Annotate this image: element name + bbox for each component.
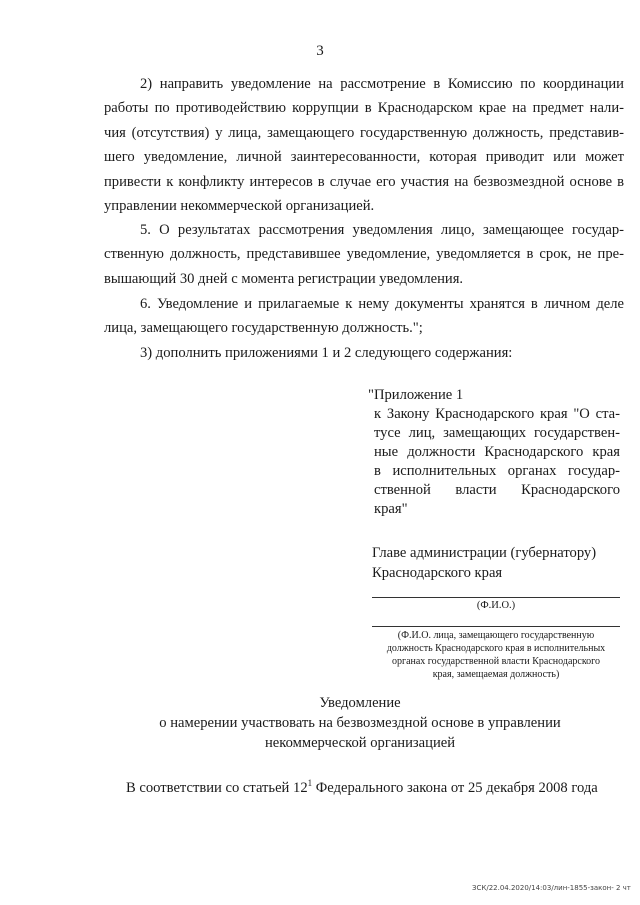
- text-line: 6. Уведомление и прилагаемые к нему документы хранятся в личном деле: [140, 296, 624, 312]
- text-line: 2) направить уведомление на рассмотрение в Комиссию по координации: [140, 76, 624, 92]
- addressee-block: [372, 543, 624, 583]
- paragraph-notice-text: [126, 771, 620, 800]
- text-fragment: Федерального закона от 25 декабря 2008 года: [312, 779, 598, 796]
- appendix-reference: [368, 405, 620, 519]
- heading-line: Уведомление: [319, 695, 401, 711]
- heading-line: о намерении участвовать на безвозмездной основе в управлении: [159, 715, 561, 731]
- text-line: управлении некоммерческой организацией.: [104, 198, 375, 215]
- notice-heading: [100, 693, 620, 753]
- text-line: [126, 771, 620, 800]
- text-line: лица, замещающего государственную должность.";: [104, 320, 423, 337]
- text-line: края": [374, 501, 408, 517]
- text-line: ные должности Краснодарского края: [374, 444, 620, 460]
- caption-line: края, замещаемая должность): [432, 669, 560, 680]
- text-line: привести к конфликту интересов в случае его участия на безвозмездной основе в: [104, 173, 624, 190]
- document-footer-code: ЗСК/22.04.2020/14:03/лин-1855-закон- 2 чт: [472, 884, 631, 892]
- signature-line: [372, 626, 620, 627]
- caption-line: органах государственной власти Краснодарского: [391, 656, 601, 667]
- text-line: работы по противодействию коррупции в Краснодарском крае на предмет нали-: [104, 100, 624, 117]
- appendix-title: "Приложение 1: [368, 387, 464, 403]
- text-line: тусе лиц, замещающих государствен-: [374, 425, 620, 441]
- fio-caption: (Ф.И.О.): [476, 600, 516, 611]
- paragraph-item-3: [104, 341, 624, 365]
- caption-line: (Ф.И.О. лица, замещающего государственную: [397, 630, 595, 641]
- text-line: 5. О результатах рассмотрения уведомления лицо, замещающее государ-: [140, 222, 624, 238]
- text-line: шего уведомление, личной заинтересованности, которая приводит или может: [104, 149, 624, 166]
- text-line: чия (отсутствия) у лица, замещающего государственную должность, представив-: [104, 124, 624, 141]
- text-line: 3) дополнить приложениями 1 и 2 следующего содержания:: [140, 345, 513, 361]
- heading-line: некоммерческой организацией: [264, 735, 456, 751]
- text-line: в исполнительных органах государ-: [374, 463, 620, 479]
- text-fragment: В соответствии со статьей 12: [126, 779, 308, 796]
- text-line: к Закону Краснодарского края "О ста-: [374, 406, 620, 422]
- page-number: 3: [316, 43, 324, 59]
- addressee-line: Главе администрации (губернатору): [372, 545, 597, 561]
- signature-line: [372, 597, 620, 598]
- superscript: 1: [307, 778, 313, 788]
- paragraph-point-5: [104, 218, 624, 291]
- text-line: ственной власти Краснодарского: [374, 482, 620, 498]
- paragraph-item-2: [104, 72, 624, 218]
- appendix-header: [368, 386, 620, 519]
- paragraph-point-6: [104, 292, 624, 341]
- text-line: ственную должность, представившее уведомление, уведомляется в срок, не пре-: [104, 246, 624, 263]
- text-line: вышающий 30 дней с момента регистрации уведомления.: [104, 270, 464, 287]
- caption-line: должность Краснодарского края в исполнительных: [386, 643, 606, 654]
- person-caption: [372, 629, 620, 681]
- addressee-line: Краснодарского края: [372, 565, 503, 581]
